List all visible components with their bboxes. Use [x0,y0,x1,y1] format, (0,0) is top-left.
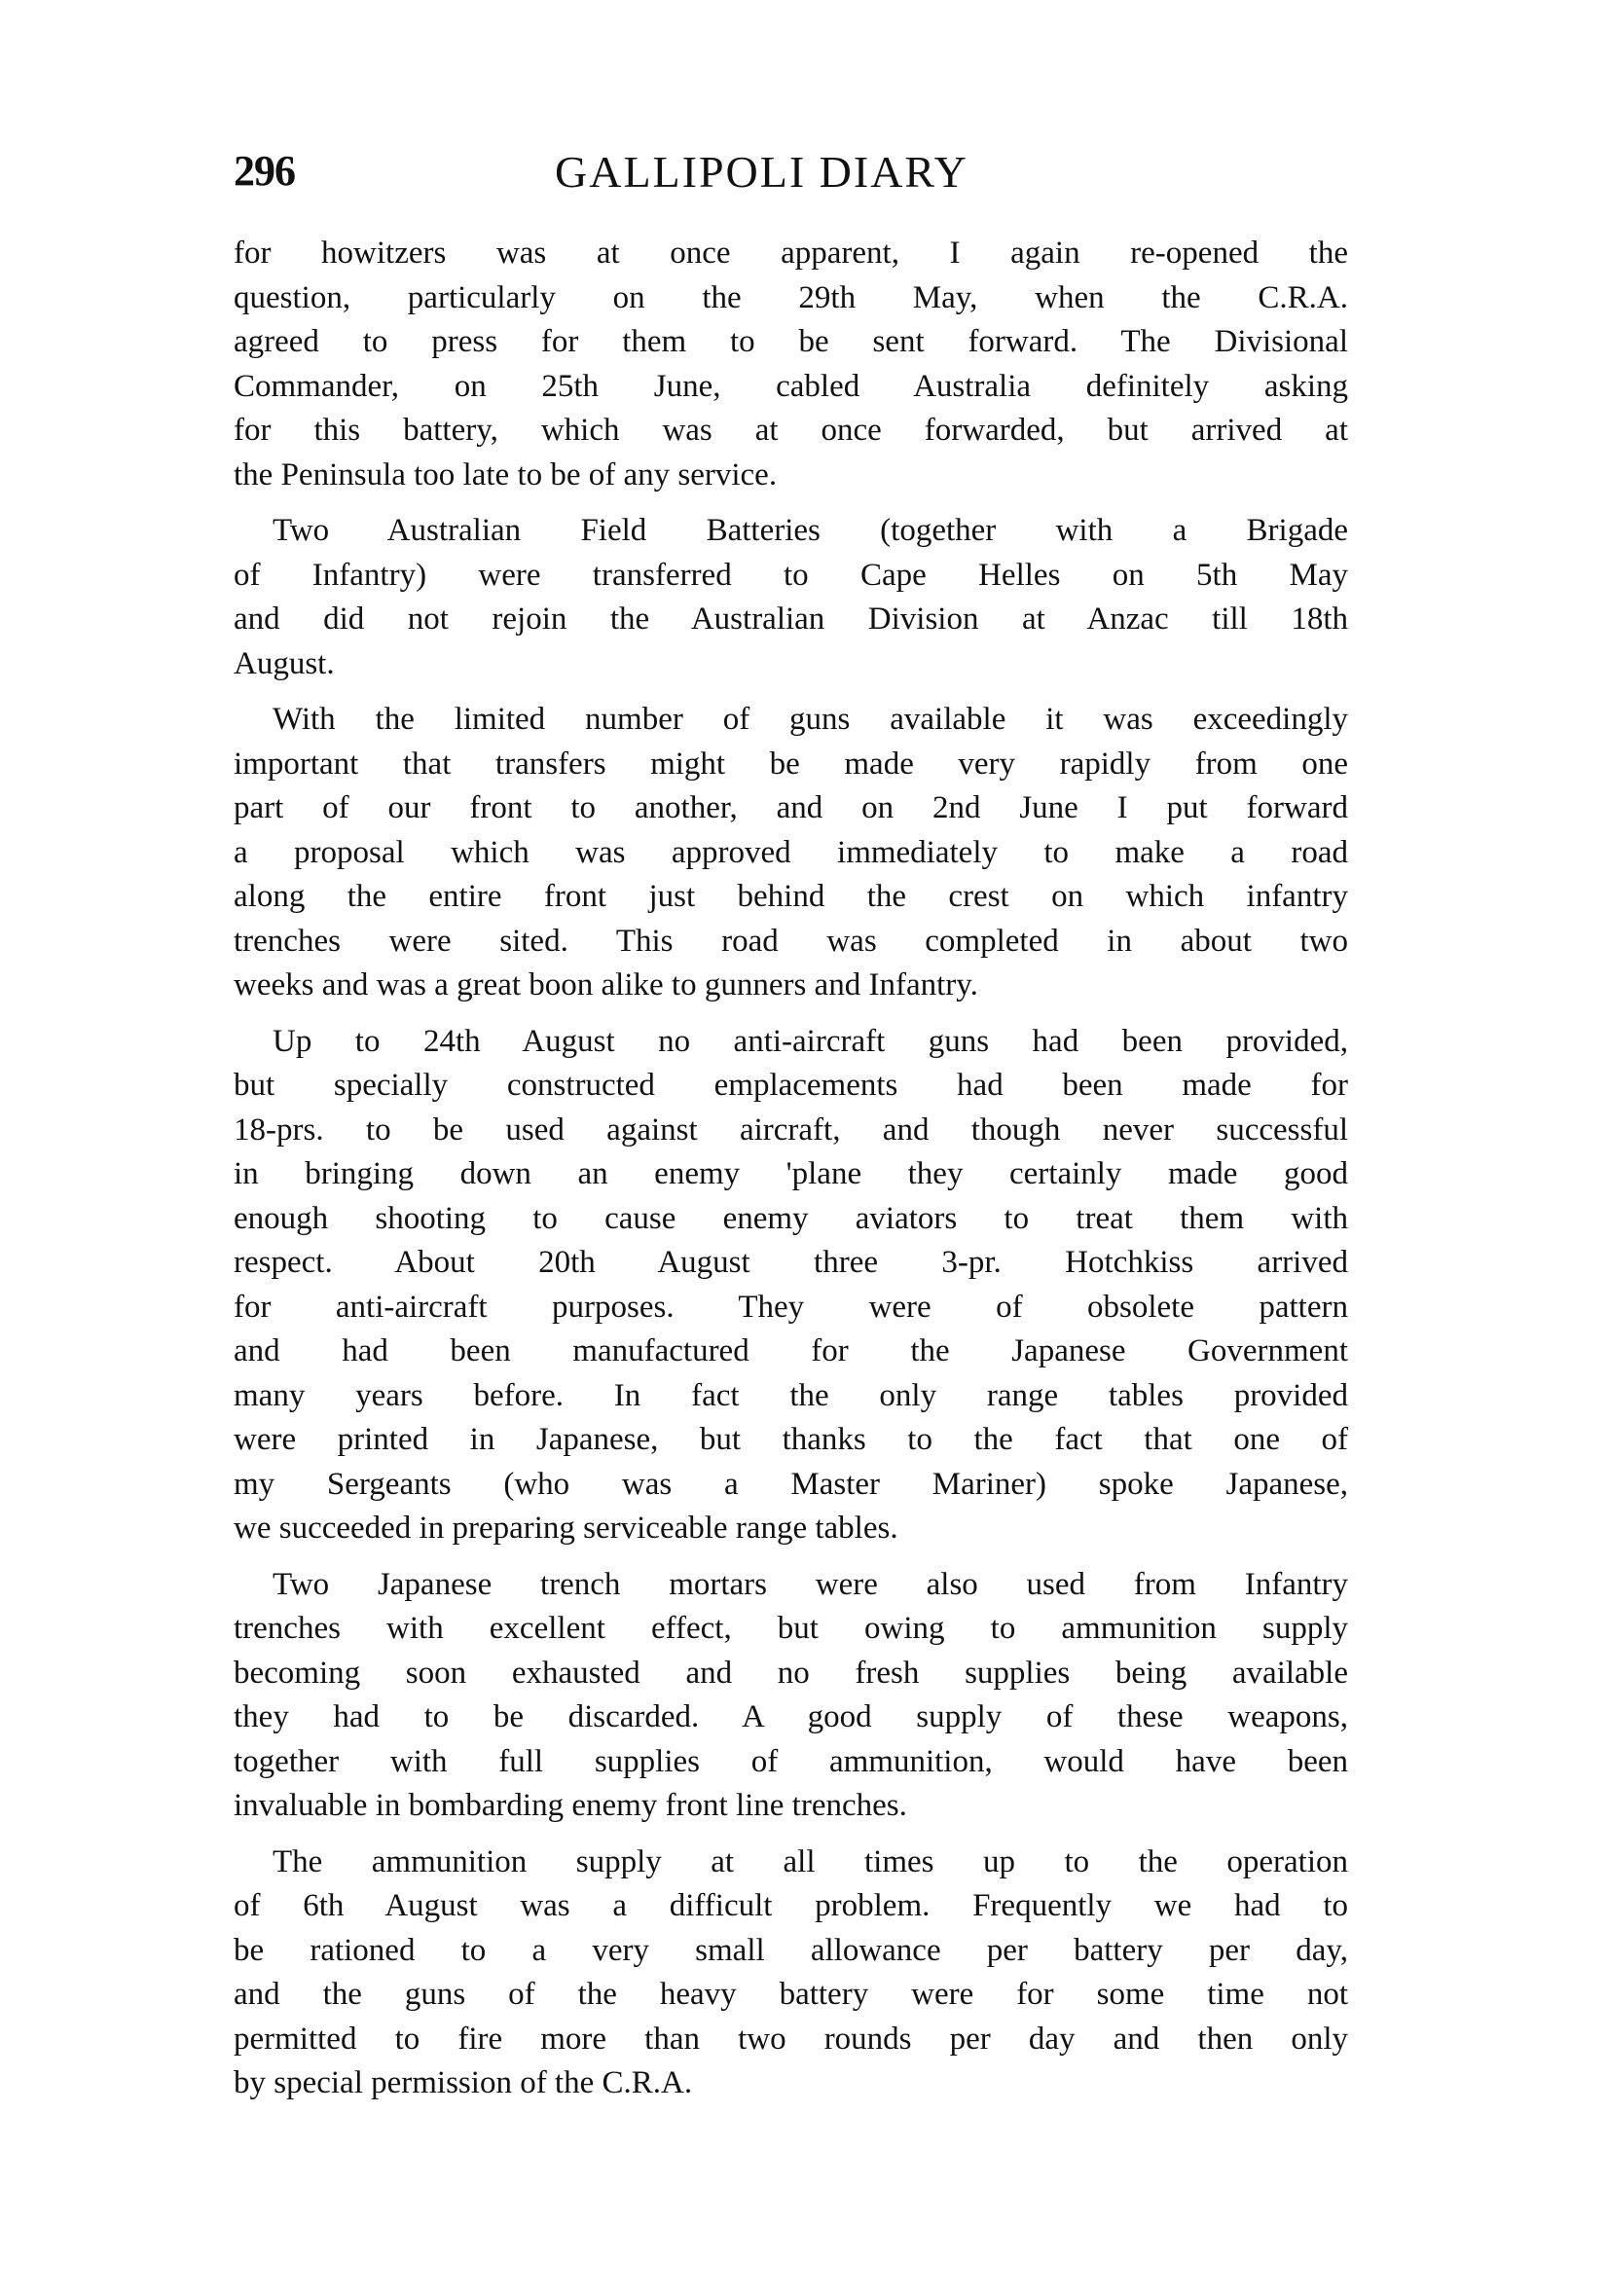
text-line: permitted to fire more than two rounds per day and then only [234,2021,1348,2057]
text-line: 18-prs. to be used against aircraft, and though never successful [234,1112,1348,1148]
text-line: a proposal which was approved immediately to make a road [234,834,1348,870]
page-header [234,146,1348,204]
text-line: Up to 24th August no anti-aircraft guns had been provided, [273,1023,1348,1059]
text-line: weeks and was a great boon alike to gunners and Infantry. [234,967,978,1002]
text-line: of 6th August was a difficult problem. Frequently we had to [234,1888,1348,1923]
text-line: Two Japanese trench mortars were also used from Infantry [273,1566,1348,1602]
text-line: along the entire front just behind the crest on which infantry [234,879,1348,914]
text-line: for howitzers was at once apparent, I again re-opened the [234,236,1348,271]
text-line: respect. About 20th August three 3-pr. Hotchkiss arrived [234,1245,1348,1280]
text-line: invaluable in bombarding enemy front line trenches. [234,1788,907,1823]
paragraph [234,698,1348,1008]
text-line: trenches with excellent effect, but owing to ammunition supply [234,1611,1348,1646]
text-line: we succeeded in preparing serviceable range tables. [234,1511,898,1546]
text-line: the Peninsula too late to be of any service. [234,456,778,492]
paragraph [234,1020,1348,1551]
text-line: part of our front to another, and on 2nd June I put forward [234,790,1348,825]
text-line: With the limited number of guns available it was exceedingly [273,702,1348,737]
paragraph [234,1563,1348,1829]
paragraph [234,509,1348,686]
text-line: Commander, on 25th June, cabled Australia definitely asking [234,368,1348,404]
text-line: by special permission of the C.R.A. [234,2065,693,2100]
text-line: important that transfers might be made very rapidly from one [234,746,1348,782]
text-line: but specially constructed emplacements had been made for [234,1068,1348,1103]
text-line: and had been manufactured for the Japanese Government [234,1333,1348,1368]
text-line: my Sergeants (who was a Master Mariner) spoke Japanese, [234,1466,1348,1502]
running-title: GALLIPOLI DIARY [555,147,968,197]
text-line: for this battery, which was at once forwarded, but arrived at [234,413,1348,448]
text-line: August. [234,645,335,681]
text-line: trenches were sited. This road was completed in about two [234,923,1348,959]
text-line: The ammunition supply at all times up to the operation [273,1843,1348,1879]
text-line: many years before. In fact the only range tables provided [234,1377,1348,1413]
text-line: in bringing down an enemy 'plane they certainly made good [234,1156,1348,1191]
text-line: and did not rejoin the Australian Division at Anzac till 18th [234,601,1348,637]
text-line: and the guns of the heavy battery were for some time not [234,1977,1348,2012]
page-body [234,232,1348,2118]
text-line: be rationed to a very small allowance per battery per day, [234,1932,1348,1968]
text-line: they had to be discarded. A good supply of these weapons, [234,1699,1348,1734]
text-line: agreed to press for them to be sent forward. The Divisional [234,324,1348,359]
text-line: Two Australian Field Batteries (together with a Brigade [273,513,1348,548]
text-line: becoming soon exhausted and no fresh supplies being available [234,1655,1348,1691]
text-line: for anti-aircraft purposes. They were of obsolete pattern [234,1289,1348,1325]
paragraph [234,232,1348,497]
text-line: together with full supplies of ammunition, would have been [234,1743,1348,1779]
paragraph [234,1840,1348,2106]
text-line: were printed in Japanese, but thanks to the fact that one of [234,1422,1348,1457]
text-line: of Infantry) were transferred to Cape Helles on 5th May [234,557,1348,593]
text-line: enough shooting to cause enemy aviators to treat them with [234,1200,1348,1236]
text-line: question, particularly on the 29th May, when the C.R.A. [234,279,1348,315]
page-number: 296 [234,147,295,195]
